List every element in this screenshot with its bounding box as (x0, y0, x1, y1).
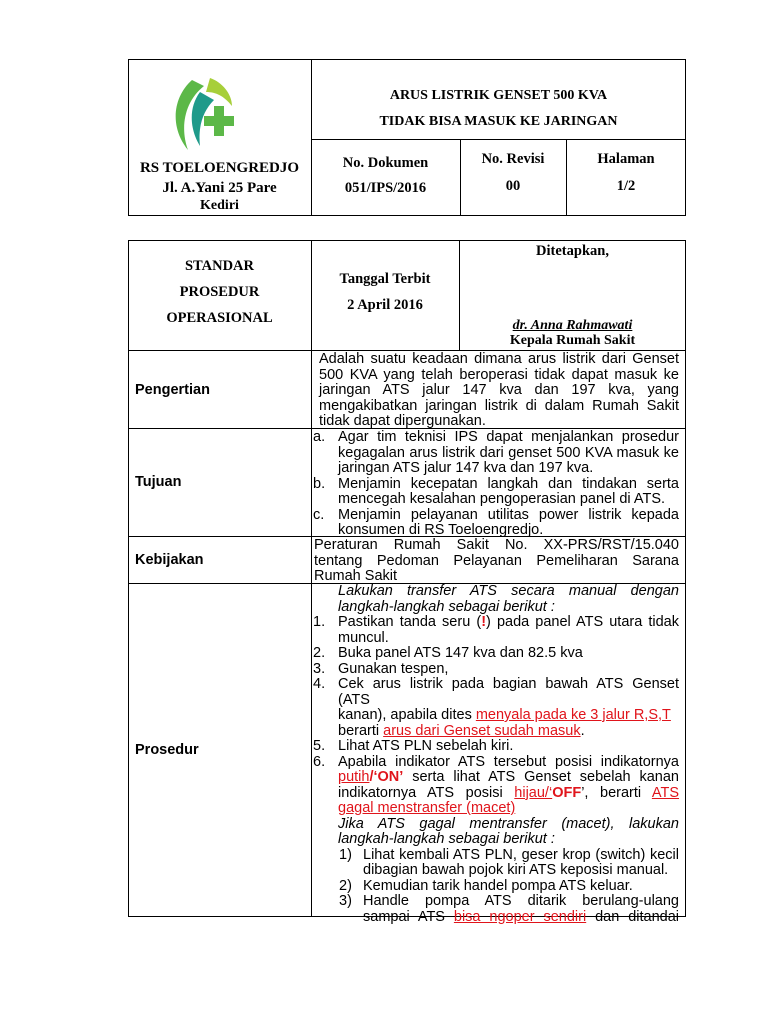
kebijakan-text: Peraturan Rumah Sakit No. XX-PRS/RST/15.040 tentang Pedoman Pelayanan Pemeliharan Sarana Rumah Sakit (314, 537, 679, 584)
procedure-step: 2. Buka panel ATS 147 kva dan 82.5 kva (313, 645, 583, 661)
hospital-logo-icon (170, 72, 246, 154)
prosedur-text: Lakukan transfer ATS secara manual dengan langkah-langkah sebagai berikut : 1. Pastikan tanda seru (!) pada panel ATS utara tidak muncul. 2. Buka panel ATS 147 kva dan 82.5 kva 3. Gunakan tespen, 4. Cek arus listrik pada bagian bawah ATS Genset (ATS kanan), apabila dites menyala pada ke 3 jalur R,S,T berarti arus dari Genset sudah masuk. 5. Lihat ATS PLN sebelah kiri. 6. Apabila indikator ATS tersebut posisi indikatornya putih/‘ON’ serta lihat ATS Genset sebelah kanan indikatornya ATS posisi hijau/‘OFF’, berarti ATS gagal menstransfer (macet) Jika ATS gagal mentransfer (macet), lakukan langkah-langkah sebagai berikut : 1) Lihat kembali ATS PLN, geser krop (switch) kecil dibagian bawah pojok kiri ATS keposisi manual. 2) Kemudian tarik handel pompa ATS keluar. 3) Handle pompa ATS ditarik berulang-ulang sampai ATS bisa ngoper sendiri dan ditandai (313, 583, 680, 925)
tujuan-label: Tujuan (135, 474, 182, 490)
page-label: Halaman (597, 151, 655, 167)
document-title-line2: TIDAK BISA MASUK KE JARINGAN (379, 114, 618, 129)
hospital-address-line1: Jl. A.Yani 25 Pare (162, 180, 277, 196)
list-item: c. Menjamin pelayanan utilitas power listrik kepada konsumen di RS Toeloengredjo. (313, 506, 679, 538)
list-item: a. Agar tim teknisi IPS dapat menjalankan prosedur kegagalan arus listrik dari genset 500 KVA masuk ke jaringan ATS jalur 147 kva dan 197 kva. (313, 429, 679, 476)
procedure-step: 3. Gunakan tespen, (313, 660, 449, 677)
procedure-step: 6. Apabila indikator ATS tersebut posisi indikatornya putih/‘ON’ serta lihat ATS Genset sebelah kanan indikatornya ATS posisi hijau/‘OFF’, berarti ATS gagal menstransfer (macet) (313, 753, 680, 816)
hospital-name: RS TOELOENGREDJO (139, 160, 300, 176)
procedure-step: 4. Cek arus listrik pada bagian bawah ATS Genset (ATS kanan), apabila dites menyala pada ke 3 jalur R,S,T berarti arus dari Genset sudah masuk. (313, 676, 679, 739)
tujuan-list (313, 430, 679, 539)
sub-step: 3) Handle pompa ATS ditarik berulang-ulang sampai ATS bisa ngoper sendiri dan ditandai (339, 893, 679, 925)
page-value: 1/2 (616, 178, 636, 194)
sop-type-line1: STANDAR (184, 258, 255, 274)
procedure-step: 1. Pastikan tanda seru (!) pada panel ATS utara tidak muncul. (313, 614, 679, 646)
approver-name: dr. Anna Rahmawati (512, 318, 633, 333)
sop-type-line2: PROSEDUR (179, 284, 260, 300)
kebijakan-label: Kebijakan (135, 552, 204, 568)
header-row-divider (311, 139, 686, 140)
sop-type-line3: OPERASIONAL (166, 310, 273, 326)
pengertian-text: Adalah suatu keadaan dimana arus listrik dari Genset 500 KVA yang telah beroperasi tidak dapat masuk ke jaringan ATS jalur 147 kva dan 197 kva, yang mengakibatkan jaringan listrik di dalam Rumah Sakit tidak dapat dipergunakan. (319, 351, 679, 429)
doc-number-value: 051/IPS/2016 (344, 180, 427, 196)
hospital-address-line2: Kediri (200, 198, 239, 213)
approved-label: Ditetapkan, (536, 243, 609, 259)
document-title-line1: ARUS LISTRIK GENSET 500 KVA (389, 88, 608, 103)
issue-date-value: 2 April 2016 (347, 297, 423, 313)
approver-title: Kepala Rumah Sakit (509, 333, 636, 348)
issue-date-label: Tanggal Terbit (339, 271, 431, 287)
pengertian-label: Pengertian (135, 382, 210, 398)
prosedur-label: Prosedur (135, 742, 199, 758)
procedure-step: 5. Lihat ATS PLN sebelah kiri. (313, 738, 514, 754)
revision-label: No. Revisi (481, 151, 545, 167)
doc-number-label: No. Dokumen (342, 155, 429, 171)
sub-step: 1) Lihat kembali ATS PLN, geser krop (switch) kecil dibagian bawah pojok kiri ATS keposisi manual. (339, 846, 679, 878)
revision-value: 00 (505, 178, 521, 194)
sub-step: 2) Kemudian tarik handel pompa ATS keluar. (339, 877, 633, 894)
list-item: b. Menjamin kecepatan langkah dan tindakan serta mencegah kesalahan pengoperasian panel di ATS. (313, 475, 679, 507)
